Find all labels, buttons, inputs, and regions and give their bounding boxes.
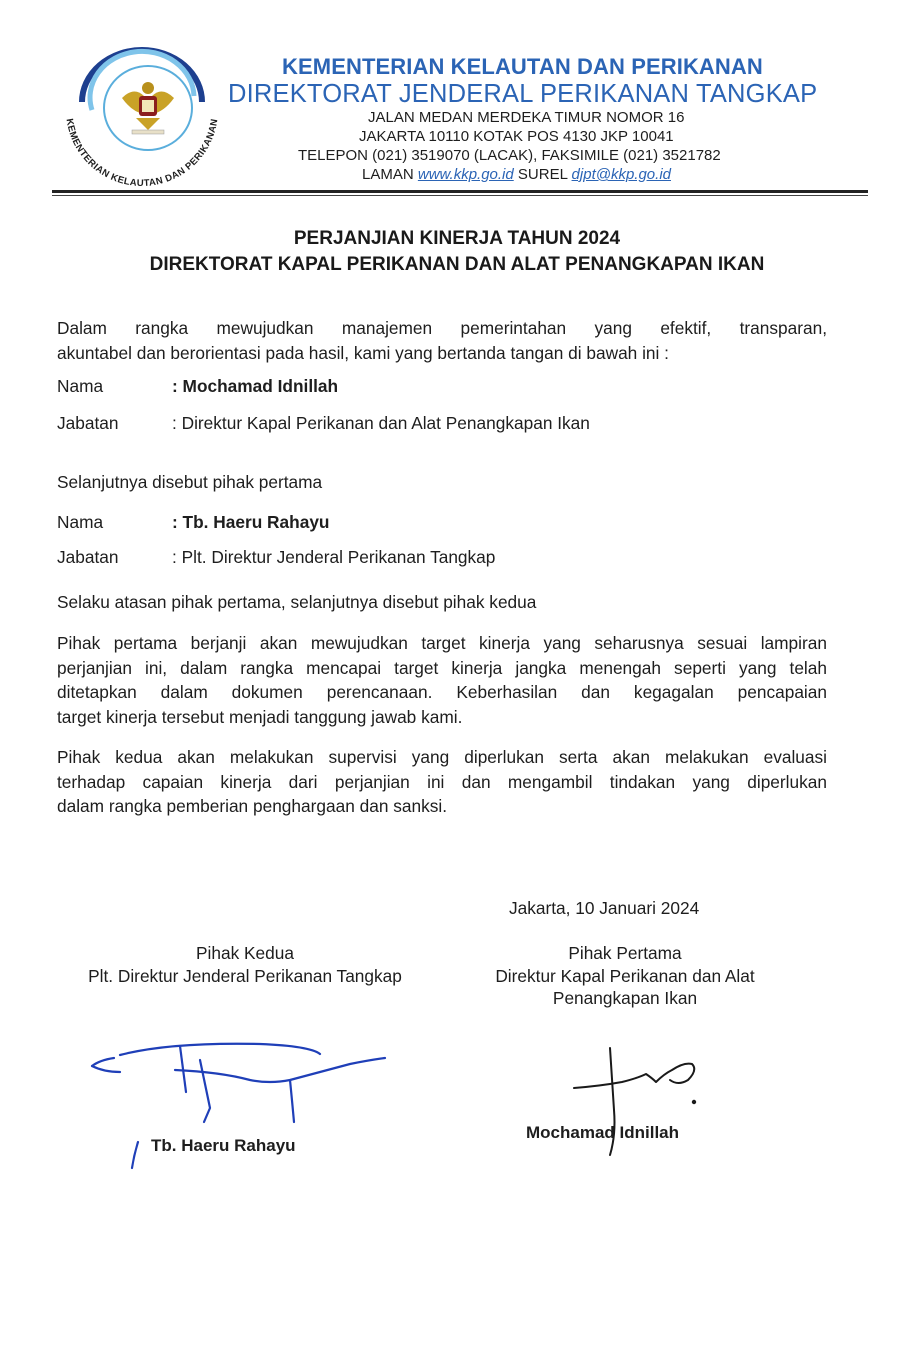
place-date: Jakarta, 10 Januari 2024 <box>509 898 700 918</box>
logo-ring-text: KEMENTERIAN KELAUTAN DAN PERIKANAN <box>63 117 221 190</box>
web-label: LAMAN <box>362 166 414 183</box>
evaluation-paragraph <box>57 745 827 819</box>
commitment-paragraph <box>57 631 827 729</box>
evaluation-line-3: dalam rangka pemberian penghargaan dan sanksi. <box>57 796 448 816</box>
phone-line: TELEPON (021) 3519070 (LACAK), FAKSIMILE (021) 3521782 <box>298 147 721 164</box>
first-party-name-label: Nama <box>57 376 104 396</box>
email-link[interactable]: djpt@kkp.go.id <box>571 166 671 183</box>
address-line-1: JALAN MEDAN MERDEKA TIMUR NOMOR 16 <box>368 109 685 126</box>
first-party-name: : Mochamad Idnillah <box>172 376 339 396</box>
second-party-position-label: Jabatan <box>57 547 119 567</box>
letterhead-rule-thick <box>52 190 868 193</box>
commitment-line-1: Pihak pertama berjanji akan mewujudkan target kinerja yang seharusnya sesuai lampiran <box>57 633 827 653</box>
intro-line-2: akuntabel dan berorientasi pada hasil, kami yang bertanda tangan di bawah ini : <box>57 342 669 363</box>
intro-line-1: Dalam rangka mewujudkan manajemen pemerintahan yang efektif, transparan, <box>57 318 827 338</box>
directorate-name: DIREKTORAT JENDERAL PERIKANAN TANGKAP <box>228 80 818 108</box>
first-party-role: Pihak Pertama <box>568 943 682 963</box>
document-subtitle: DIREKTORAT KAPAL PERIKANAN DAN ALAT PENANGKAPAN IKAN <box>149 254 765 275</box>
second-party-title: Plt. Direktur Jenderal Perikanan Tangkap <box>88 966 402 986</box>
second-party-role: Pihak Kedua <box>195 943 294 963</box>
ministry-logo <box>52 40 232 190</box>
second-party-name: : Tb. Haeru Rahayu <box>172 512 330 532</box>
ministry-name: KEMENTERIAN KELAUTAN DAN PERIKANAN <box>282 54 763 79</box>
second-party-name-label: Nama <box>57 512 104 532</box>
second-party-position: : Plt. Direktur Jenderal Perikanan Tangkap <box>172 547 496 567</box>
evaluation-line-1: Pihak kedua akan melakukan supervisi yang diperlukan serta akan melakukan evaluasi <box>57 747 827 767</box>
first-party-title-line-1: Direktur Kapal Perikanan dan Alat <box>495 966 755 986</box>
address-line-2: JAKARTA 10110 KOTAK POS 4130 JKP 10041 <box>359 128 674 145</box>
second-party-designation: Selaku atasan pihak pertama, selanjutnya disebut pihak kedua <box>57 592 537 612</box>
first-party-position-label: Jabatan <box>57 413 119 433</box>
letterhead-rule-thin <box>52 195 868 196</box>
first-party-signatory-name: Mochamad Idnillah <box>526 1123 680 1142</box>
commitment-line-4: target kinerja tersebut menjadi tanggung jawab kami. <box>57 706 463 727</box>
first-party-position: : Direktur Kapal Perikanan dan Alat Penangkapan Ikan <box>172 413 590 433</box>
commitment-line-3: ditetapkan dalam dokumen perencanaan. Keberhasilan dan kegagalan pencapaian <box>57 682 827 702</box>
web-email-line <box>362 166 671 183</box>
intro-paragraph <box>57 316 827 365</box>
first-party-title-line-2: Penangkapan Ikan <box>552 988 698 1008</box>
commitment-line-2: perjanjian ini, dalam rangka mencapai target kinerja jangka menengah seperti yang telah <box>57 657 827 678</box>
second-party-signatory-name: Tb. Haeru Rahayu <box>151 1136 296 1155</box>
website-link[interactable]: www.kkp.go.id <box>417 166 514 183</box>
document-title: PERJANJIAN KINERJA TAHUN 2024 <box>293 228 621 249</box>
evaluation-line-2: terhadap capaian kinerja dari perjanjian ini dan mengambil tindakan yang diperlukan <box>57 771 827 792</box>
first-party-designation: Selanjutnya disebut pihak pertama <box>57 472 323 492</box>
email-label: SUREL <box>517 166 568 183</box>
